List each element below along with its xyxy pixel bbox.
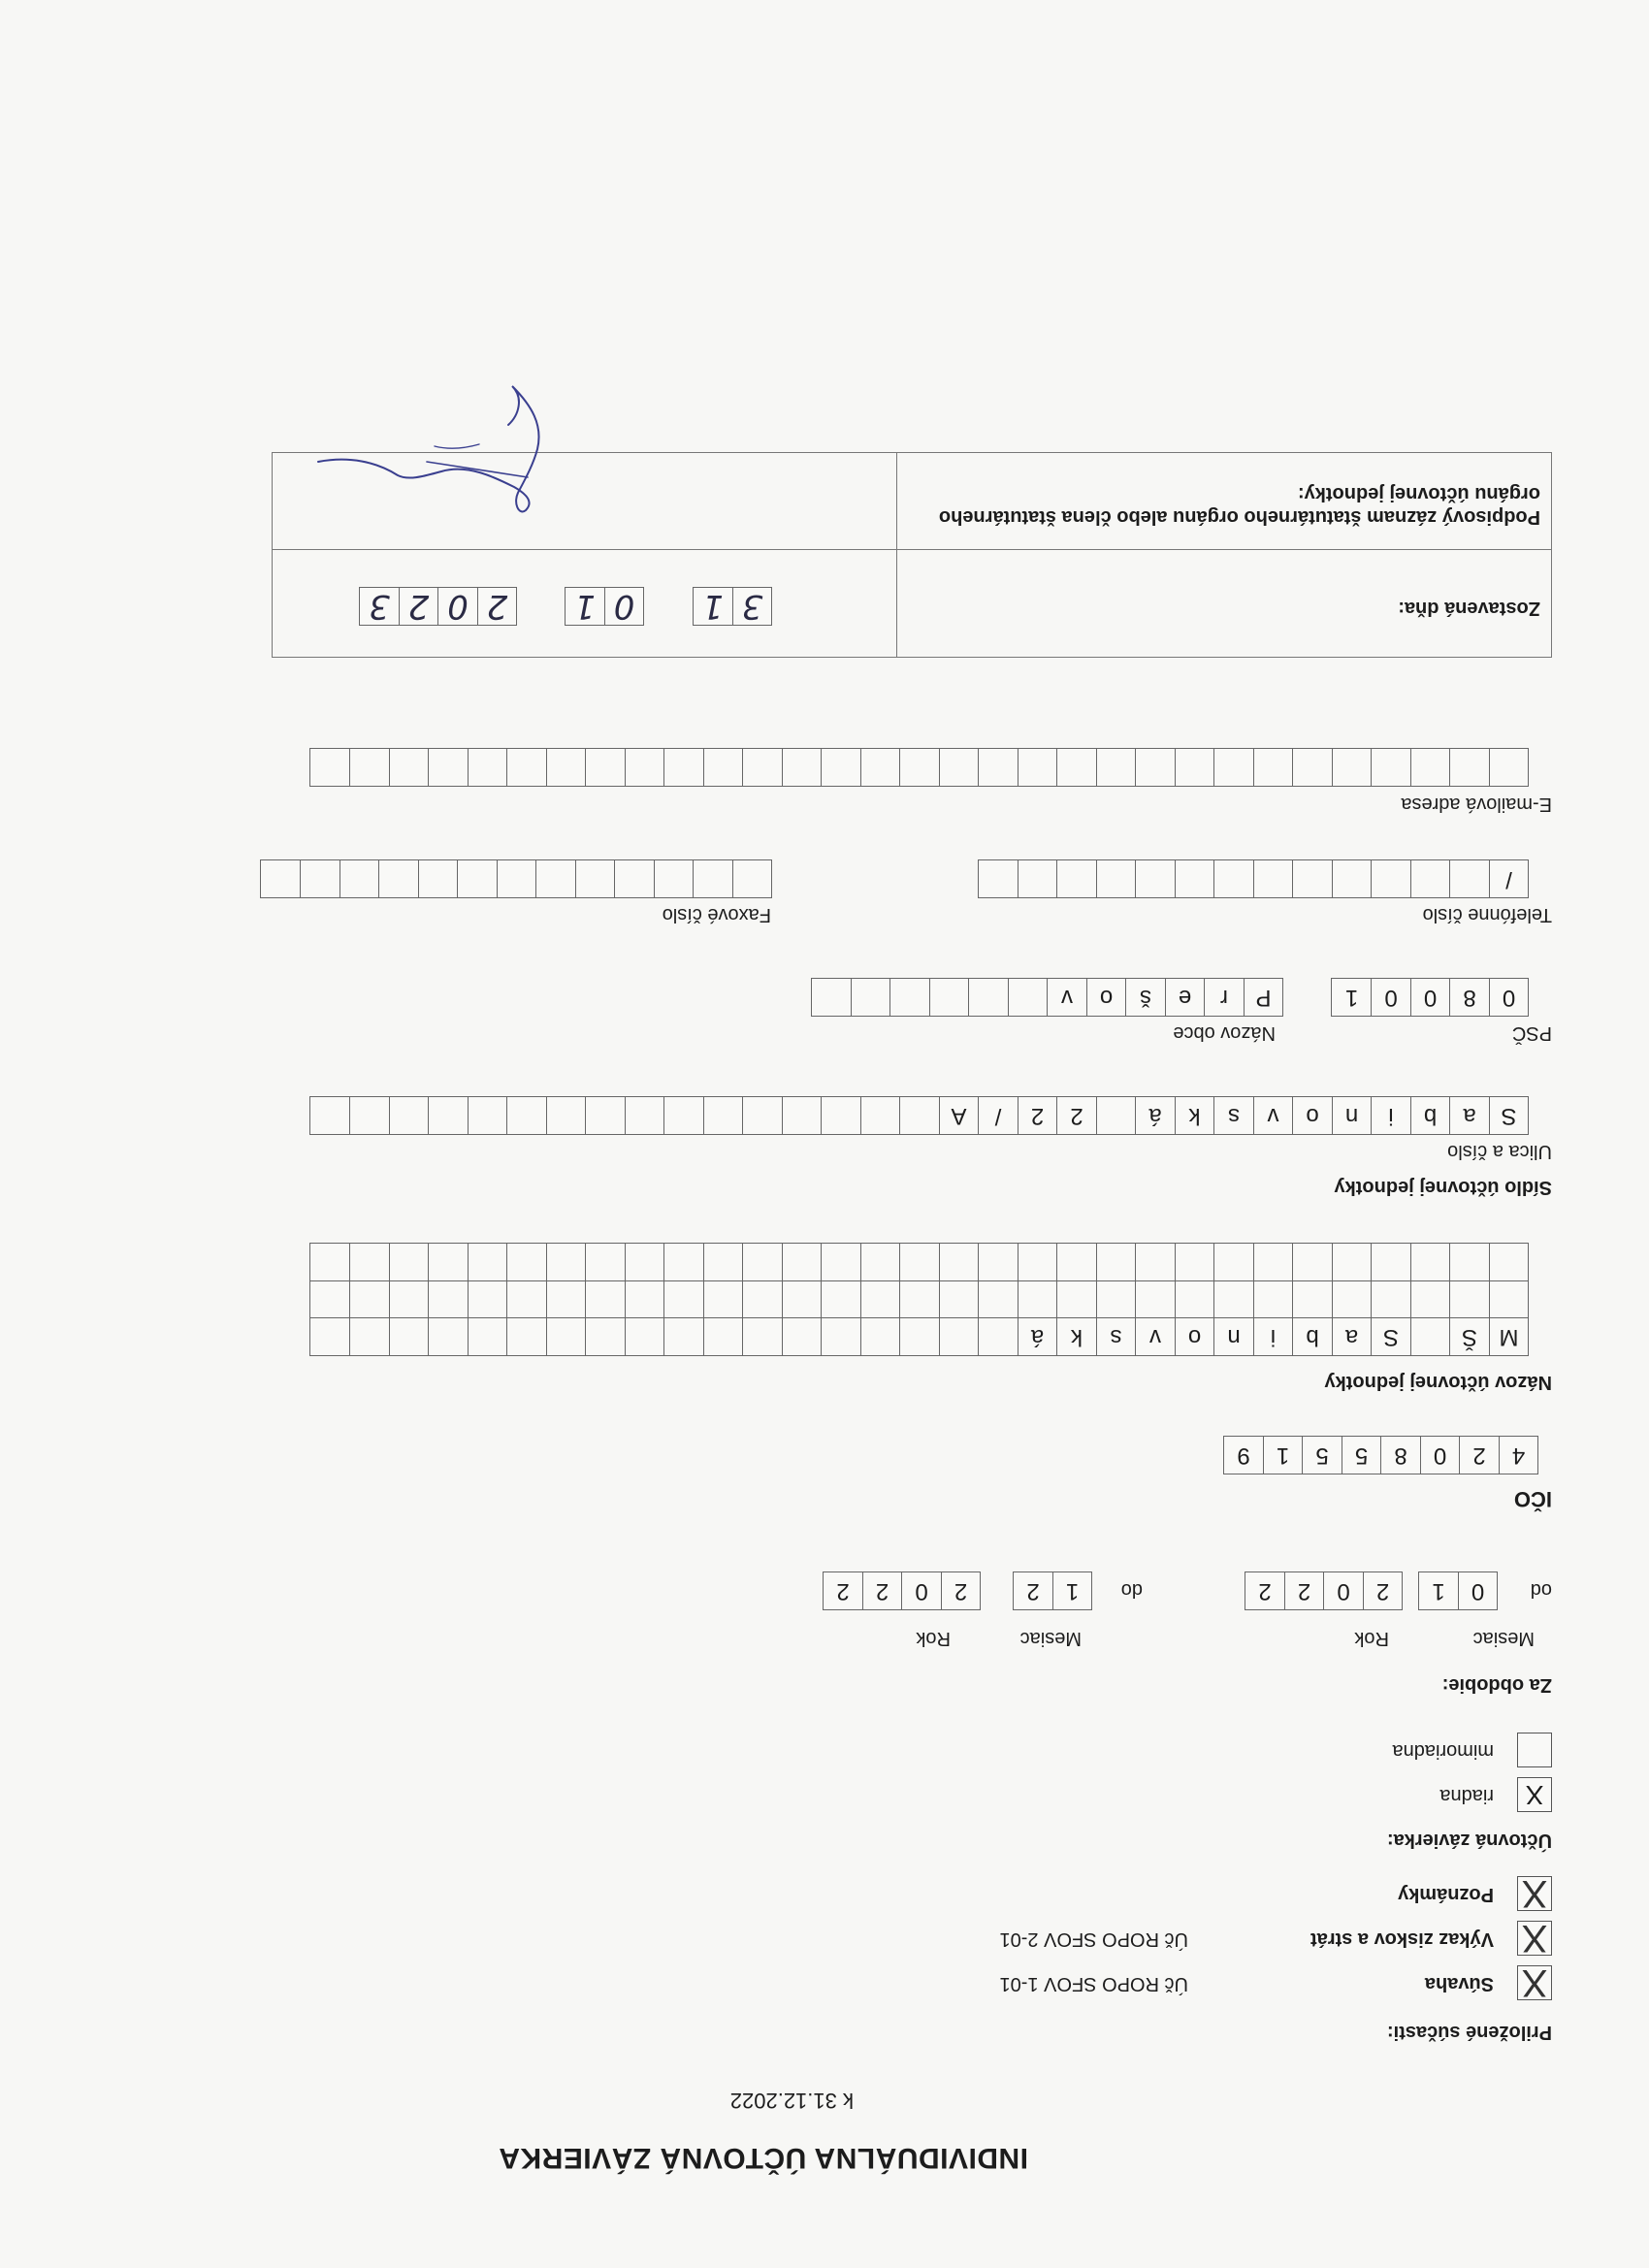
address-heading: Sídlo účtovnej jednotky (1334, 1177, 1552, 1198)
char-cell (1135, 1280, 1176, 1319)
char-cell (1371, 1280, 1411, 1319)
char-cell: 0 (1323, 1571, 1364, 1610)
char-cell (1056, 1280, 1097, 1319)
char-cell: o (1086, 978, 1127, 1017)
fax-field[interactable] (261, 859, 772, 898)
char-cell (614, 859, 655, 898)
char-cell: 2 (1018, 1096, 1058, 1135)
char-cell (782, 1096, 823, 1135)
char-cell (389, 1280, 430, 1319)
char-cell: 2 (1013, 1571, 1053, 1610)
char-cell (261, 859, 302, 898)
char-cell (899, 1243, 940, 1281)
char-cell (939, 1280, 980, 1319)
char-cell: v (1047, 978, 1087, 1017)
char-cell (1410, 1280, 1451, 1319)
char-cell (378, 859, 419, 898)
ico-field[interactable] (1223, 1436, 1537, 1474)
email-label: E-mailová adresa (1401, 794, 1552, 815)
char-cell (968, 978, 1009, 1017)
char-cell (742, 1317, 783, 1356)
char-cell (663, 1243, 704, 1281)
char-cell (703, 1243, 744, 1281)
char-cell: o (1292, 1096, 1333, 1135)
char-cell (1213, 1243, 1254, 1281)
char-cell: Š (1449, 1317, 1490, 1356)
char-cell (1371, 748, 1411, 787)
char-cell (1332, 1280, 1373, 1319)
char-cell: b (1410, 1096, 1451, 1135)
char-cell (851, 978, 891, 1017)
char-cell: 0 (437, 587, 478, 626)
char-cell (1449, 748, 1490, 787)
char-cell (310, 1243, 351, 1281)
char-cell: 0 (1458, 1571, 1499, 1610)
statement-type-mimoriadna-checkbox[interactable] (1517, 1733, 1552, 1767)
char-cell (1371, 1243, 1411, 1281)
char-cell (389, 1096, 430, 1135)
char-cell (1253, 748, 1294, 787)
char-cell (1175, 1243, 1215, 1281)
char-cell (1096, 859, 1137, 898)
char-cell (506, 748, 547, 787)
char-cell (546, 1280, 587, 1319)
char-cell: 8 (1380, 1436, 1421, 1474)
char-cell: i (1371, 1096, 1411, 1135)
char-cell (310, 1096, 351, 1135)
char-cell: 2 (477, 587, 518, 626)
char-cell (821, 1280, 861, 1319)
char-cell: o (1175, 1317, 1215, 1356)
char-cell (821, 748, 861, 787)
char-cell (782, 748, 823, 787)
char-cell (978, 1317, 1018, 1356)
char-cell (1008, 978, 1049, 1017)
char-cell: S (1371, 1317, 1411, 1356)
char-cell (625, 1317, 665, 1356)
char-cell: 2 (1459, 1436, 1500, 1474)
char-cell (1135, 1243, 1176, 1281)
char-cell (1332, 859, 1373, 898)
char-cell: 0 (1371, 978, 1411, 1017)
attachment-checkbox-poznamky[interactable]: X (1517, 1876, 1552, 1911)
char-cell (585, 1096, 626, 1135)
char-cell (939, 1317, 980, 1356)
char-cell (1018, 748, 1058, 787)
char-cell: 2 (1245, 1571, 1285, 1610)
period-to-year-label: Rok (916, 1628, 951, 1649)
char-cell (732, 859, 773, 898)
char-cell: 2 (941, 1571, 982, 1610)
char-cell: A (939, 1096, 980, 1135)
period-to-month-field[interactable] (1013, 1571, 1091, 1610)
char-cell: S (1489, 1096, 1530, 1135)
char-cell (428, 1096, 469, 1135)
char-cell (821, 1317, 861, 1356)
char-cell (506, 1280, 547, 1319)
statement-type-heading: Účtovná závierka: (1386, 1830, 1552, 1851)
street-label: Ulica a číslo (1447, 1141, 1552, 1162)
char-cell (468, 748, 508, 787)
char-cell (585, 1317, 626, 1356)
period-from-month-label: Mesiac (1472, 1628, 1535, 1649)
char-cell (300, 859, 340, 898)
char-cell: 0 (1410, 978, 1451, 1017)
char-cell (1096, 1280, 1137, 1319)
char-cell (349, 1317, 390, 1356)
attachment-form-suvaha: Úč ROPO SFOV 1-01 (999, 1973, 1188, 1994)
char-cell (310, 1280, 351, 1319)
char-cell (506, 1096, 547, 1135)
char-cell (1056, 1243, 1097, 1281)
char-cell: 2 (399, 587, 439, 626)
attachment-label-vykaz: Výkaz ziskov a strát (1310, 1928, 1494, 1950)
char-cell (1018, 859, 1058, 898)
char-cell (703, 748, 744, 787)
char-cell (860, 1280, 901, 1319)
char-cell (978, 859, 1018, 898)
char-cell (654, 859, 695, 898)
char-cell (1410, 859, 1451, 898)
char-cell: k (1056, 1317, 1097, 1356)
char-cell: š (1125, 978, 1166, 1017)
char-cell (310, 748, 351, 787)
char-cell: i (1253, 1317, 1294, 1356)
ico-label: IČO (1513, 1487, 1552, 1511)
phone-label: Telefónne číslo (1422, 904, 1552, 925)
char-cell (899, 1317, 940, 1356)
char-cell: n (1213, 1317, 1254, 1356)
char-cell (468, 1280, 508, 1319)
char-cell (457, 859, 498, 898)
char-cell (428, 1317, 469, 1356)
char-cell (860, 1096, 901, 1135)
char-cell (506, 1317, 547, 1356)
char-cell: 1 (1332, 978, 1373, 1017)
char-cell (1096, 1096, 1137, 1135)
char-cell (1449, 1243, 1490, 1281)
char-cell (1018, 1280, 1058, 1319)
char-cell (310, 1317, 351, 1356)
char-cell: v (1135, 1317, 1176, 1356)
char-cell (546, 748, 587, 787)
char-cell (1332, 1243, 1373, 1281)
char-cell (428, 1280, 469, 1319)
char-cell (349, 1280, 390, 1319)
char-cell (546, 1243, 587, 1281)
char-cell (625, 748, 665, 787)
street-field[interactable] (310, 1096, 1529, 1135)
char-cell (349, 1243, 390, 1281)
char-cell (468, 1317, 508, 1356)
char-cell (742, 1243, 783, 1281)
char-cell (1056, 859, 1097, 898)
char-cell (428, 748, 469, 787)
char-cell: 3 (359, 587, 400, 626)
compiled-day-field[interactable] (693, 587, 771, 626)
char-cell (625, 1243, 665, 1281)
fax-label: Faxové číslo (662, 904, 771, 925)
period-from-month-field[interactable] (1418, 1571, 1497, 1610)
attachment-checkbox-suvaha[interactable]: X (1517, 1965, 1552, 2000)
char-cell (663, 1280, 704, 1319)
char-cell (693, 859, 733, 898)
char-cell: v (1253, 1096, 1294, 1135)
char-cell (1213, 859, 1254, 898)
char-cell (506, 1243, 547, 1281)
attachment-form-vykaz: Úč ROPO SFOV 2-01 (999, 1928, 1188, 1950)
char-cell: 2 (823, 1571, 863, 1610)
compiled-label: Zostavená dňa: (1398, 598, 1540, 619)
char-cell (1410, 1317, 1451, 1356)
compiled-year-field[interactable] (359, 587, 516, 626)
char-cell: á (1018, 1317, 1058, 1356)
char-cell (811, 978, 852, 1017)
char-cell: b (1292, 1317, 1333, 1356)
char-cell (782, 1243, 823, 1281)
period-from-year-label: Rok (1354, 1628, 1389, 1649)
char-cell (1371, 859, 1411, 898)
psc-field[interactable] (1332, 978, 1529, 1017)
char-cell (1175, 748, 1215, 787)
form-title: INDIVIDUÁLNA ÚČTOVNÁ ZÁVIERKA (498, 2142, 1028, 2174)
char-cell (428, 1243, 469, 1281)
char-cell: á (1135, 1096, 1176, 1135)
char-cell (1489, 748, 1530, 787)
char-cell: s (1213, 1096, 1254, 1135)
char-cell (546, 1096, 587, 1135)
char-cell: s (1096, 1317, 1137, 1356)
char-cell: r (1204, 978, 1245, 1017)
entity-name-field[interactable] (310, 1243, 1529, 1356)
entity-name-row (310, 1280, 1529, 1319)
attachment-label-suvaha: Súvaha (1424, 1973, 1494, 1994)
char-cell (703, 1317, 744, 1356)
char-cell: 0 (1420, 1436, 1461, 1474)
char-cell (782, 1317, 823, 1356)
char-cell (939, 1243, 980, 1281)
char-cell (585, 1280, 626, 1319)
char-cell (782, 1280, 823, 1319)
char-cell (340, 859, 380, 898)
char-cell (1292, 859, 1333, 898)
char-cell: 0 (901, 1571, 942, 1610)
statement-type-riadna-checkbox[interactable]: X (1517, 1777, 1552, 1812)
char-cell: 2 (862, 1571, 903, 1610)
char-cell (929, 978, 970, 1017)
char-cell (349, 1096, 390, 1135)
char-cell: 2 (1056, 1096, 1097, 1135)
char-cell (1135, 859, 1176, 898)
char-cell (939, 748, 980, 787)
char-cell (1410, 748, 1451, 787)
char-cell: 1 (693, 587, 733, 626)
char-cell: a (1332, 1317, 1373, 1356)
period-to-year-field[interactable] (823, 1571, 980, 1610)
char-cell (860, 1317, 901, 1356)
char-cell (1096, 1243, 1137, 1281)
char-cell: 2 (1284, 1571, 1325, 1610)
char-cell: a (1449, 1096, 1490, 1135)
char-cell (468, 1243, 508, 1281)
char-cell: 0 (1489, 978, 1530, 1017)
char-cell: n (1332, 1096, 1373, 1135)
char-cell (1056, 748, 1097, 787)
char-cell: P (1244, 978, 1284, 1017)
char-cell: / (1489, 859, 1530, 898)
char-cell (978, 748, 1018, 787)
char-cell (389, 1317, 430, 1356)
char-cell (978, 1243, 1018, 1281)
city-label: Názov obce (1173, 1022, 1276, 1044)
email-field[interactable] (310, 748, 1529, 787)
char-cell (575, 859, 616, 898)
char-cell (497, 859, 537, 898)
char-cell (535, 859, 576, 898)
char-cell (1449, 1280, 1490, 1319)
char-cell (1213, 748, 1254, 787)
statement-type-riadna-label: riadna (1439, 1785, 1494, 1806)
char-cell: e (1165, 978, 1206, 1017)
char-cell (349, 748, 390, 787)
char-cell: / (978, 1096, 1018, 1135)
char-cell (1332, 748, 1373, 787)
char-cell (389, 1243, 430, 1281)
char-cell (1292, 1280, 1333, 1319)
char-cell (1449, 859, 1490, 898)
entity-name-label: Názov účtovnej jednotky (1324, 1372, 1552, 1393)
period-to-label: do (1120, 1579, 1143, 1601)
char-cell (1292, 1243, 1333, 1281)
char-cell (899, 748, 940, 787)
char-cell (889, 978, 930, 1017)
signature-table-column-divider (896, 452, 897, 658)
char-cell (389, 748, 430, 787)
char-cell (1175, 859, 1215, 898)
char-cell (585, 748, 626, 787)
char-cell (1489, 1280, 1530, 1319)
char-cell (625, 1280, 665, 1319)
char-cell: 0 (604, 587, 645, 626)
char-cell (1292, 748, 1333, 787)
char-cell (418, 859, 459, 898)
char-cell (663, 1096, 704, 1135)
char-cell (1253, 859, 1294, 898)
char-cell (585, 1243, 626, 1281)
char-cell (899, 1280, 940, 1319)
char-cell (663, 1317, 704, 1356)
char-cell (1213, 1280, 1254, 1319)
char-cell (1018, 1243, 1058, 1281)
period-from-year-field[interactable] (1245, 1571, 1402, 1610)
signature-label: Podpisový záznam štatutárneho orgánu alebo člena štatutárneho orgánu účtovnej jednotky: (938, 483, 1540, 528)
char-cell (546, 1317, 587, 1356)
period-heading: Za obdobie: (1441, 1674, 1552, 1696)
char-cell: 8 (1449, 978, 1490, 1017)
char-cell: 1 (1418, 1571, 1459, 1610)
char-cell (821, 1096, 861, 1135)
attachments-heading: Priložené súčasti: (1386, 2022, 1552, 2043)
char-cell: 1 (1052, 1571, 1093, 1610)
statement-type-mimoriadna-label: mimoriadna (1392, 1740, 1494, 1762)
char-cell (860, 1243, 901, 1281)
char-cell: M (1489, 1317, 1530, 1356)
char-cell: 1 (1263, 1436, 1304, 1474)
balance-date: k 31.12.2022 (729, 2089, 854, 2113)
char-cell: 3 (732, 587, 773, 626)
char-cell: 5 (1302, 1436, 1342, 1474)
char-cell (978, 1280, 1018, 1319)
char-cell (625, 1096, 665, 1135)
char-cell (860, 748, 901, 787)
char-cell (468, 1096, 508, 1135)
char-cell: 9 (1223, 1436, 1264, 1474)
char-cell (899, 1096, 940, 1135)
period-from-label: od (1530, 1579, 1552, 1601)
char-cell: k (1175, 1096, 1215, 1135)
char-cell (821, 1243, 861, 1281)
attachment-label-poznamky: Poznámky (1398, 1884, 1494, 1905)
entity-name-row (310, 1317, 1529, 1356)
char-cell (742, 1096, 783, 1135)
char-cell (703, 1096, 744, 1135)
char-cell (1489, 1243, 1530, 1281)
entity-name-row (310, 1243, 1529, 1281)
attachment-checkbox-vykaz[interactable]: X (1517, 1921, 1552, 1956)
char-cell: 2 (1363, 1571, 1404, 1610)
char-cell (663, 748, 704, 787)
compiled-month-field[interactable] (565, 587, 643, 626)
char-cell (703, 1280, 744, 1319)
char-cell: 4 (1499, 1436, 1539, 1474)
psc-label: PSČ (1511, 1022, 1552, 1044)
char-cell (742, 1280, 783, 1319)
char-cell (1410, 1243, 1451, 1281)
char-cell: 5 (1342, 1436, 1382, 1474)
char-cell (1096, 748, 1137, 787)
char-cell (1253, 1280, 1294, 1319)
char-cell (742, 748, 783, 787)
char-cell: 1 (565, 587, 605, 626)
char-cell (1135, 748, 1176, 787)
char-cell (1253, 1243, 1294, 1281)
char-cell (1175, 1280, 1215, 1319)
city-field[interactable] (811, 978, 1282, 1017)
handwritten-signature (291, 347, 718, 570)
period-to-month-label: Mesiac (1019, 1628, 1082, 1649)
phone-field[interactable] (978, 859, 1528, 898)
